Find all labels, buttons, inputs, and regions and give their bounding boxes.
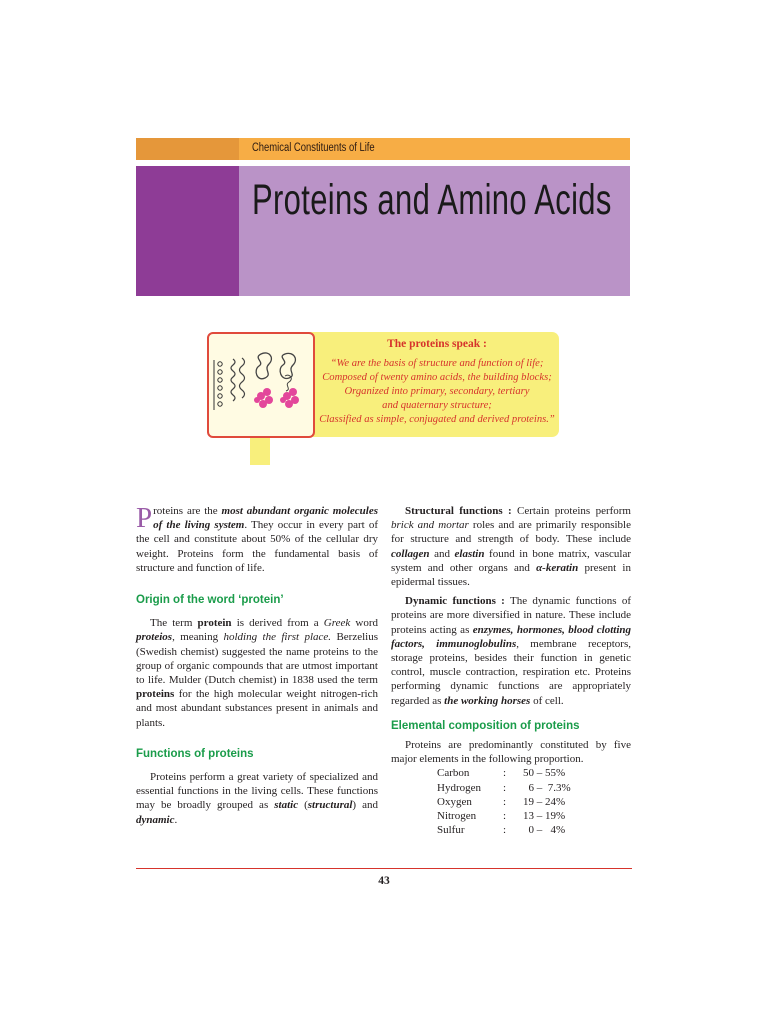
callout-line: Classified as simple, conjugated and derived proteins.” [319, 414, 555, 425]
structural-paragraph: Structural functions : Certain proteins perform brick and mortar roles and are primarily responsible for structure and strength of body. These include collagen and elastin found in bone matrix, vascular system and other organs and α-keratin present in epidermal tissues. [391, 505, 631, 589]
callout-line: Composed of twenty amino acids, the building blocks; [322, 372, 552, 383]
heading-functions: Functions of proteins [136, 747, 254, 760]
left-column [136, 504, 378, 827]
origin-paragraph: The term protein is derived from a Greek word proteios, meaning holding the first place. Berzelius (Swedish chemist) suggested the name proteins to the group of organic compounds that are utmost important to life. Mulder (Dutch chemist) in 1838 used the term proteins for the high molecular weight nitrogen-rich and most abundant substances present in animals and plants. [136, 617, 379, 729]
heading-elemental: Elemental composition of proteins [391, 719, 580, 732]
drop-cap: P [136, 502, 153, 534]
callout-line: “We are the basis of structure and function of life; [330, 358, 544, 369]
chapter-title: Proteins and Amino Acids [252, 176, 612, 224]
protein-structure-illustration [207, 332, 315, 438]
elemental-table [437, 766, 571, 837]
header-left-purple-block [136, 166, 239, 296]
table-row: Carbon : 50 – 55% [437, 767, 566, 780]
callout-text [315, 357, 559, 427]
page-number: 43 [378, 875, 390, 887]
footer-rule [136, 868, 632, 869]
callout-line: and quaternary structure; [382, 400, 492, 411]
table-row: Nitrogen : 13 – 19% [437, 810, 566, 823]
table-row: Hydrogen : 6 – 7.3% [437, 781, 571, 794]
elemental-intro: Proteins are predominantly constituted by five major elements in the following proportion. [391, 739, 631, 766]
right-column [391, 504, 631, 837]
table-row: Oxygen : 19 – 24% [437, 795, 566, 808]
chapter-subtitle: Chemical Constituents of Life [252, 142, 375, 154]
dynamic-paragraph: Dynamic functions : The dynamic functions of proteins are more diversified in nature. These include proteins acting as enzymes, hormones, blood clotting factors, immunoglobulins, membrane receptors, storage proteins, besides their function in genetic control, muscle contraction, respiration etc. Proteins performing dynamic functions are appropriately regarded as the working horses of cell. [391, 595, 632, 707]
header-left-orange-block [136, 138, 239, 160]
intro-paragraph: Proteins are the most abundant organic molecules of the living system. They occur in every part of the cell and constitute about 50% of the cellular dry weight. Proteins form the fundamental basis of structure and function of life. [136, 502, 378, 574]
callout-title: The proteins speak : [387, 338, 487, 350]
functions-paragraph: Proteins perform a great variety of specialized and essential functions in the living cells. These functions may be broadly grouped as static (structural) and dynamic. [136, 771, 378, 826]
heading-origin: Origin of the word ‘protein’ [136, 594, 284, 607]
callout-line: Organized into primary, secondary, tertiary [344, 386, 530, 397]
callout-tab [250, 438, 270, 465]
table-row: Sulfur : 0 – 4% [437, 824, 566, 837]
